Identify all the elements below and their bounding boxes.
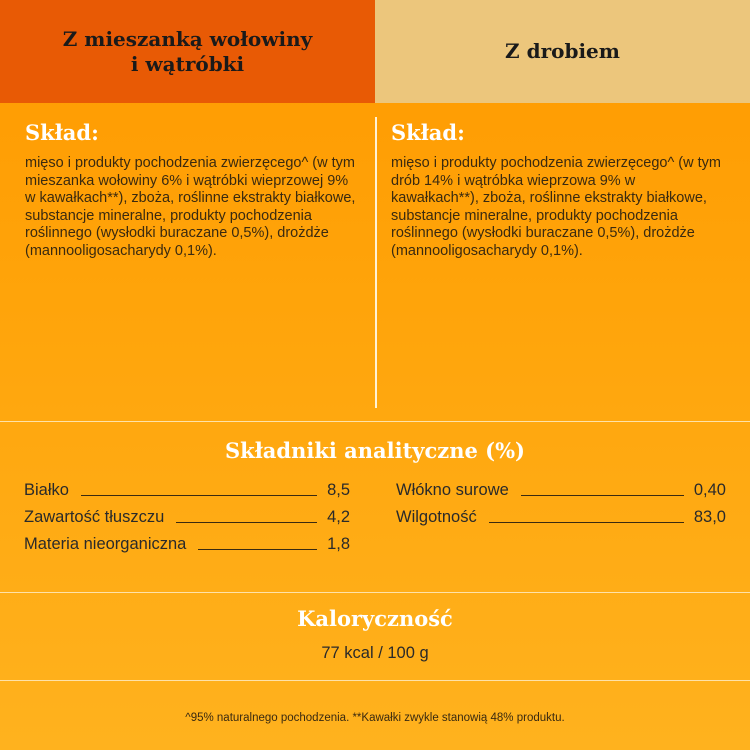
leader-line — [489, 522, 684, 523]
nutrient-value: 83,0 — [693, 508, 726, 526]
nutrient-row-protein — [24, 478, 350, 500]
nutrient-label: Wilgotność — [396, 508, 477, 526]
composition-heading: Skład: — [391, 120, 465, 145]
composition-beef-liver — [25, 120, 360, 260]
nutrient-row-fat — [24, 505, 350, 527]
composition-poultry — [391, 120, 726, 260]
tab-beef-liver[interactable] — [0, 0, 375, 103]
leader-line — [521, 495, 684, 496]
tab-poultry-label: Z drobiem — [505, 39, 620, 63]
nutrient-value: 4,2 — [327, 508, 350, 526]
composition-text: mięso i produkty pochodzenia zwierzęcego^ (w tym drób 14% i wątróbka wieprzowa 9% w kawałkach**), zboża, roślinne ekstrakty białkowe, substancje mineralne, produkty pochodzenia roślinnego (wysłodki buraczane 0,5%), drożdże (mannooligosacharydy 0,1%). — [391, 155, 721, 259]
leader-line — [81, 495, 317, 496]
section-divider — [0, 592, 750, 593]
calories-title: Kaloryczność — [297, 606, 453, 631]
column-divider — [375, 117, 377, 408]
section-divider — [0, 421, 750, 422]
tab-poultry[interactable] — [375, 0, 750, 103]
composition-text: mięso i produkty pochodzenia zwierzęcego^ (w tym mieszanka wołowiny 6% i wątróbki wieprzowej 9% w kawałkach**), zboża, roślinne ekstrakty białkowe, substancje mineralne, produkty pochodzenia roślinnego (wysłodki buraczane 0,5%), drożdże (mannooligosacharydy 0,1%). — [25, 155, 356, 259]
footnote: ^95% naturalnego pochodzenia. **Kawałki zwykle stanowią 48% produktu. — [185, 712, 565, 724]
nutrient-value: 0,40 — [693, 481, 726, 499]
nutrient-value: 8,5 — [327, 481, 350, 499]
nutrient-label: Zawartość tłuszczu — [24, 508, 165, 526]
tab-beef-liver-line2: i wątróbki — [130, 51, 245, 76]
nutrient-label: Materia nieorganiczna — [24, 535, 187, 553]
composition-heading: Skład: — [25, 120, 99, 145]
section-divider — [0, 680, 750, 681]
nutrient-row-ash — [24, 532, 350, 554]
variant-tabs — [0, 0, 750, 103]
leader-line — [198, 549, 317, 550]
nutrient-row-moisture — [396, 505, 726, 527]
nutrient-value: 1,8 — [327, 535, 350, 553]
leader-line — [176, 522, 317, 523]
analytical-title: Składniki analityczne (%) — [225, 438, 525, 463]
nutrient-row-fiber — [396, 478, 726, 500]
calories-value: 77 kcal / 100 g — [321, 644, 429, 662]
tab-beef-liver-line1: Z mieszanką wołowiny — [62, 26, 313, 51]
nutrient-label: Włókno surowe — [396, 481, 509, 499]
nutrient-label: Białko — [24, 481, 69, 499]
